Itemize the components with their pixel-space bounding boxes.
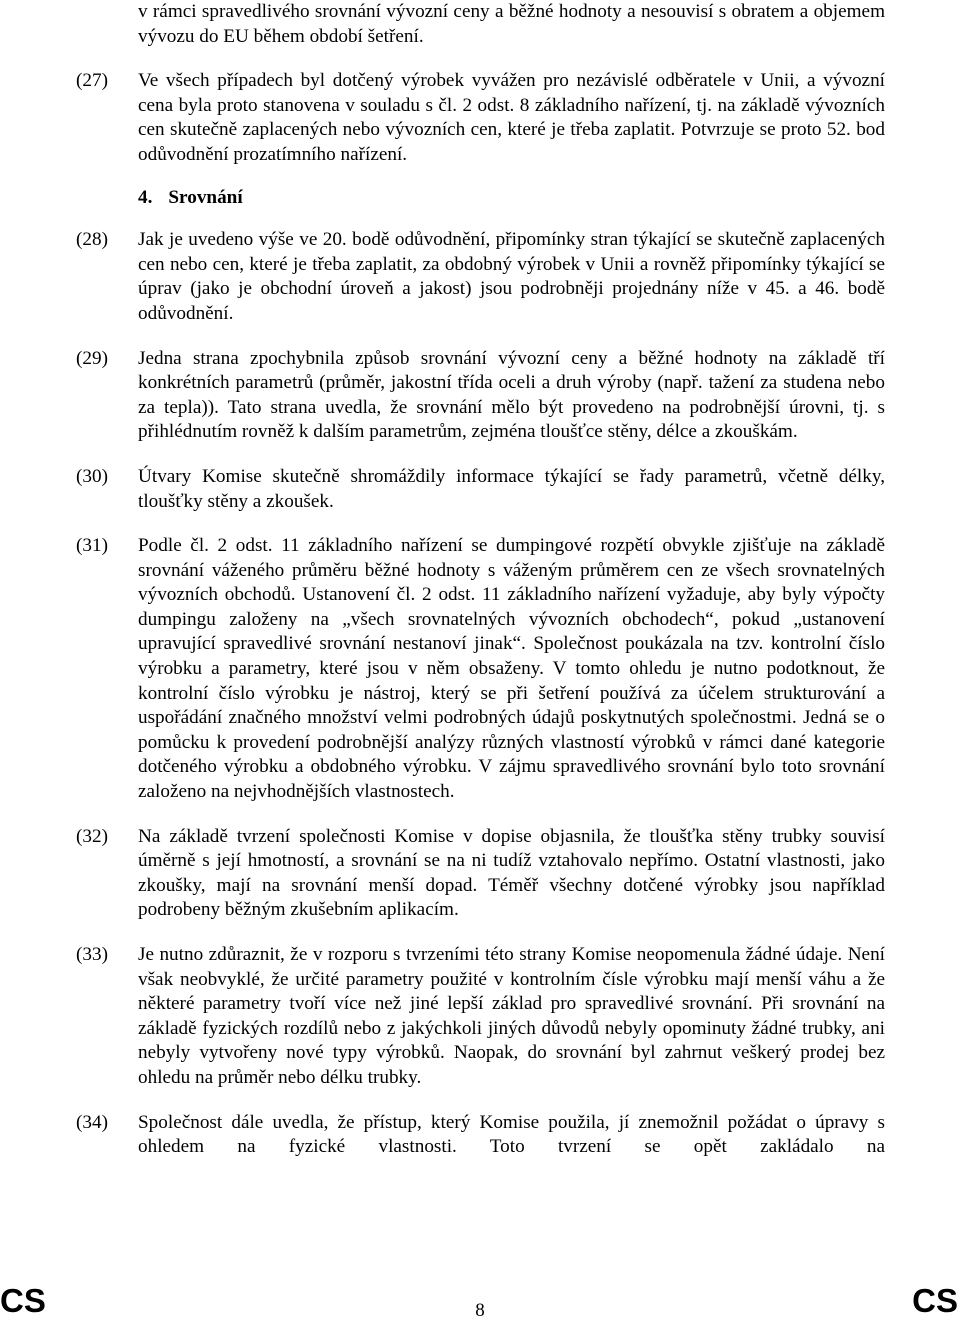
footer-language-code-left: CS [0,1282,46,1319]
paragraph-29 [0,347,960,445]
paragraph-number: (28) [76,229,108,251]
paragraph-text: Útvary Komise skutečně shromáždily informace týkající se řady parametrů, včetně délky, tloušťky stěny a zkoušek. [138,465,885,512]
paragraph-33 [0,943,960,1091]
paragraph-number: (29) [76,347,108,369]
paragraph-28 [0,228,960,326]
footer-language-code-right: CS [912,1282,958,1319]
paragraph-text: Ve všech případech byl dotčený výrobek vyvážen pro nezávislé odběratele v Unii, a vývozní cena byla proto stanovena v souladu s čl. 2 odst. 8 základního nařízení, tj. na základě vývozních cen skutečně zaplacených nebo vývozních cen, které je třeba zaplatit. Potvrzuje se proto 52. bod odůvodnění prozatímního nařízení. [138,70,885,165]
paragraph-number: (27) [76,70,108,92]
continuation-text: v rámci spravedlivého srovnání vývozní ceny a běžné hodnoty a nesouvisí s obratem a objemem vývozu do EU během období šetření. [138,1,885,47]
paragraph-text: Je nutno zdůraznit, že v rozporu s tvrzeními této strany Komise neopomenula žádné údaje. Není však neobvyklé, že určité parametry použité v kontrolním čísle výrobku mají menší váhu a že některé parametry tvoří více než jiné lepší základ pro spravedlivé srovnání. Při srovnání na základě fyzických rozdílů nebo z jakýchkoli jiných důvodů nebyly opominuty žádné trubky, ani nebyly vytvořeny nové typy výrobků. Naopak, do srovnání byl zahrnut veškerý prodej bez ohledu na průměr nebo délku trubky. [138,944,885,1088]
paragraph-32 [0,825,960,923]
paragraph-text: Na základě tvrzení společnosti Komise v dopise objasnila, že tloušťka stěny trubky souvisí úměrně s její hmotností, a srovnání se na ni tudíž vztahovalo nepřímo. Ostatní vlastnosti, jako zkoušky, mají na srovnání menší dopad. Téměř všechny dotčené výrobky jsou například podrobeny běžným zkušebním aplikacím. [138,825,885,921]
paragraph-text: Společnost dále uvedla, že přístup, který Komise použila, jí znemožnil požádat o úpravy s ohledem na fyzické vlastnosti. Toto tvrzení se opět zakládalo na [138,1111,885,1158]
footer-page-number: 8 [475,1300,485,1321]
paragraph-text: Podle čl. 2 odst. 11 základního nařízení se dumpingové rozpětí obvykle zjišťuje na základě srovnání váženého průměru běžné hodnoty s váženým průměrem cen ze všech srovnatelných vývozních obchodů. Ustanovení čl. 2 odst. 11 základního nařízení vyžaduje, aby byly výpočty dumpingu založeny na „všech srovnatelných vývozních obchodech“, pokud „ustanovení upravující spravedlivé srovnání nestanoví jinak“. Společnost poukázala na tzv. kontrolní číslo výrobku a parametry, které jsou v něm obsaženy. V tomto ohledu je nutno podotknout, že kontrolní číslo výrobku je nástroj, který se při šetření používá za účelem strukturování a uspořádání značného množství velmi podrobných údajů poskytnutých společnostmi. Jedná se o pomůcku k provedení podrobnější analýzy různých vlastností výrobků v rámci dané kategorie dotčeného výrobku a obdobného výrobku. V zájmu spravedlivého srovnání bylo toto srovnání založeno na nejvhodnějších vlastnostech. [138,535,885,803]
paragraph-number: (32) [76,825,108,847]
paragraph-number: (34) [76,1111,108,1133]
section-number: 4. [138,186,153,208]
paragraph-number: (31) [76,535,108,557]
paragraph-31 [0,534,960,805]
continuation-paragraph [0,0,960,49]
paragraph-text: Jedna strana zpochybnila způsob srovnání vývozní ceny a běžné hodnoty na základě tří konkrétních parametrů (průměr, jakostní třída oceli a druh výroby (např. tažení za studena nebo za tepla)). Tato strana uvedla, že srovnání mělo být provedeno na podrobnější úrovni, tj. s přihlédnutím rovněž k dalším parametrům, zejména tloušťce stěny, délce a zkouškám. [138,347,885,443]
paragraph-27 [0,69,960,167]
paragraph-34 [0,1111,960,1160]
section-heading [0,186,960,211]
paragraph-number: (30) [76,465,108,487]
paragraph-number: (33) [76,944,108,965]
section-title: Srovnání [168,186,243,208]
paragraph-30 [0,465,960,514]
paragraph-text: Jak je uvedeno výše ve 20. bodě odůvodnění, připomínky stran týkající se skutečně zaplacených cen nebo cen, které je třeba zaplatit, za obdobný výrobek v Unii a rovněž připomínky týkající se úprav (jako je obchodní úroveň a jakost) jsou podrobněji projednány níže v 45. a 46. bodě odůvodnění. [138,229,885,324]
